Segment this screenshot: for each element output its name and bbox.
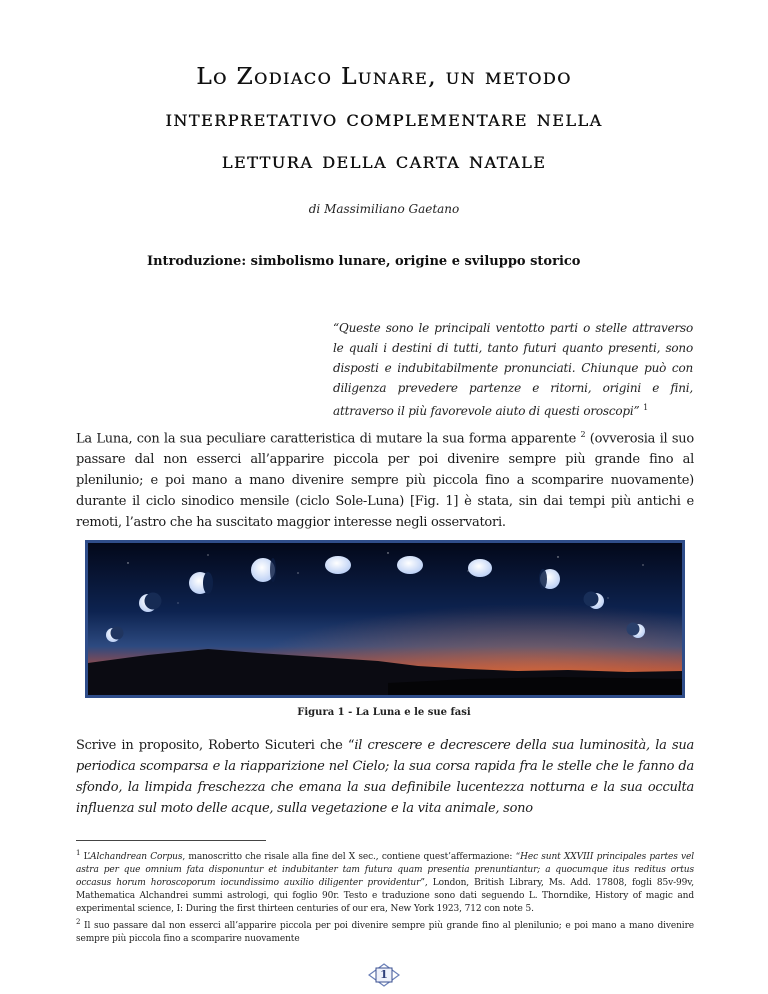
footnote-1 (76, 847, 694, 916)
paragraph-2 (76, 735, 694, 819)
quote-text: “Queste sono le principali ventotto parti o stelle attraverso le quali i destini di tutti, tanto futuri quanto presenti, sono disposti e indubitabilmente pronunciati. Chiunque può con diligenza prevedere partenze e ritorni, origini e fini, attraverso il più favorevole aiuto di questi oroscopi” (333, 321, 693, 418)
paragraph-2-quote: il crescere e decrescere della sua luminosità, la sua periodica scomparsa e la riapparizione nel Cielo; la sua corsa rapida fra le stelle che le fanno da sfondo, la limpida freschezza che emana la sua definibile lucentezza notturna e la sua occulta influenza sul moto delle acque, sulla vegetazione e la vita animale, sono (76, 738, 695, 816)
paragraph-1-start: La Luna, con la sua peculiare caratteristica di mutare la sua forma apparente (76, 431, 577, 447)
moon-full-2 (397, 556, 423, 574)
moon-gibbous-right (468, 559, 492, 577)
footnotes (76, 847, 694, 946)
document-title (70, 56, 698, 182)
footnote-2-text: Il suo passare dal non esserci all’apparire piccola per poi divenire sempre più grande fino al plenilunio; e poi mano a mano divenire sempre più piccola fino a scomparire nuovamente (76, 921, 694, 944)
footnote-ref-1[interactable]: 1 (643, 403, 648, 412)
footnote-1-text-b: , manoscritto che risale alla fine del X sec., contiene quest’affermazione: “ (182, 852, 521, 862)
epigraph-quote (333, 318, 693, 421)
footnote-2 (76, 916, 694, 946)
title-line-3: lettura della carta natale (221, 148, 547, 174)
footnote-separator (76, 840, 266, 841)
figure-caption: Figura 1 - La Luna e le sue fasi (297, 707, 471, 718)
page-number-badge (368, 963, 400, 987)
moon-gibbous-right-2 (539, 569, 560, 589)
footnote-1-text-c: ”, London, British Library, Ms. Add. 17808, fogli 85v-99v, Mathematica Alchandrei summi astrologi, qui foglio 90r. Testo e traduzione sono dati seguendo L. Thorndike, History of magic and experimental science, I: During the first thirteen centuries of our era, New York 1923, 712 con note 5. (76, 878, 694, 914)
section-heading: Introduzione: simbolismo lunare, origine e sviluppo storico (147, 254, 581, 269)
moon-gibbous-left (189, 572, 213, 594)
paragraph-1 (76, 424, 694, 533)
footnote-1-text-a: L’ (80, 852, 91, 862)
moon-full-1 (325, 556, 351, 574)
moon-phases-image (88, 543, 682, 695)
moon-gibbous-left-2 (251, 558, 276, 582)
footnote-1-latin: Hec sunt XXVIII principales partes vel astra per que omnium fata disponuntur et indubitanter tam futura quam presentia prenuntiantur; a quocumque itus reditus ortus occasus horum horoscoporum iocundissimo auxilio diligenter providentur (76, 852, 695, 888)
title-line-2: interpretativo complementare nella (165, 106, 603, 132)
footnote-2-number: 2 (76, 918, 81, 926)
paragraph-2-start: Scrive in proposito, Roberto Sicuteri che “ (76, 738, 355, 753)
moon-phases-figure (85, 540, 685, 698)
footnote-ref-2[interactable]: 2 (580, 430, 586, 439)
author-line: di Massimiliano Gaetano (308, 202, 460, 216)
page-number: 1 (380, 968, 388, 981)
footnote-1-title: Alchandrean Corpus (90, 852, 183, 862)
paragraph-1-end: (ovverosia il suo passare dal non esserci all’apparire piccola per poi divenire sempre più grande fino al plenilunio; e poi mano a mano divenire sempre più piccola fino a scomparire nuovamente) durante il ciclo sinodico mensile (ciclo Sole-Luna) [Fig. 1] è stata, sin dai tempi più antichi e remoti, l’astro che ha suscitato maggior interesse negli osservatori. (76, 431, 694, 531)
title-line-1: Lo Zodiaco Lunare, un metodo (196, 64, 572, 90)
footnote-1-number: 1 (76, 849, 81, 857)
